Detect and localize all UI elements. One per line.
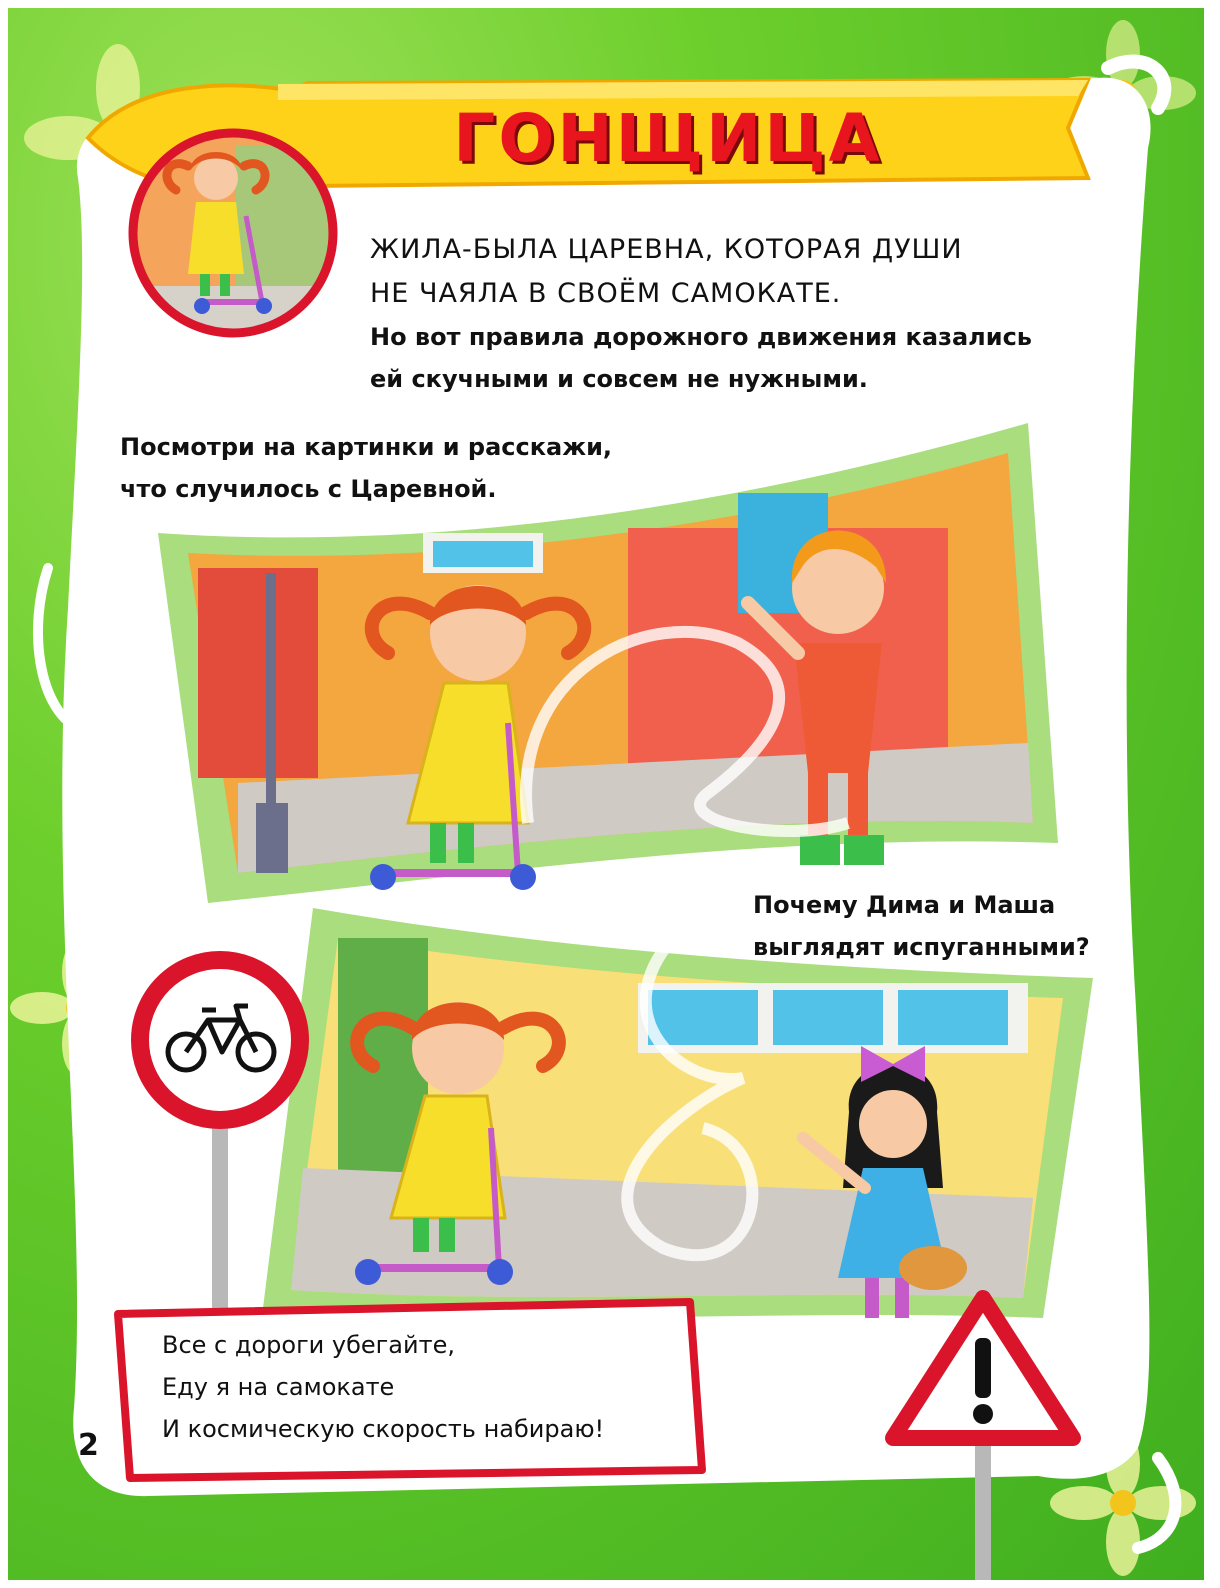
page-number: 2	[78, 1428, 99, 1463]
poem-line-1: Все с дороги убегайте,	[162, 1331, 455, 1359]
instruction-line-1: Посмотри на картинки и расскажи,	[120, 433, 613, 461]
page-background	[8, 8, 1204, 1580]
intro-caps-text	[370, 228, 1090, 316]
instruction-line-2: что случилось с Царевной.	[120, 475, 497, 503]
princess-portrait-illustration	[126, 126, 340, 340]
intro-line-3: Но вот правила дорожного движения казались	[370, 323, 1032, 351]
intro-line-1: ЖИЛА-БЫЛА ЦАРЕВНА, КОТОРАЯ ДУШИ	[370, 234, 963, 265]
poem-line-3: И космическую скорость набираю!	[162, 1415, 605, 1443]
intro-body-text	[370, 316, 1110, 400]
scene-illustration-1	[148, 403, 1078, 903]
intro-line-4: ей скучными и совсем не нужными.	[370, 365, 868, 393]
page-title: ГОНЩИЦА	[453, 100, 883, 177]
question-line-1: Почему Дима и Маша	[753, 891, 1056, 919]
no-bicycles-sign	[128, 948, 318, 1308]
poem-line-2: Еду я на самокате	[162, 1373, 395, 1401]
poem-text	[162, 1324, 702, 1450]
intro-line-2: НЕ ЧАЯЛА В СВОЁМ САМОКАТЕ.	[370, 278, 842, 309]
warning-sign	[883, 1288, 1083, 1580]
question-line-2: выглядят испуганными?	[753, 933, 1090, 961]
